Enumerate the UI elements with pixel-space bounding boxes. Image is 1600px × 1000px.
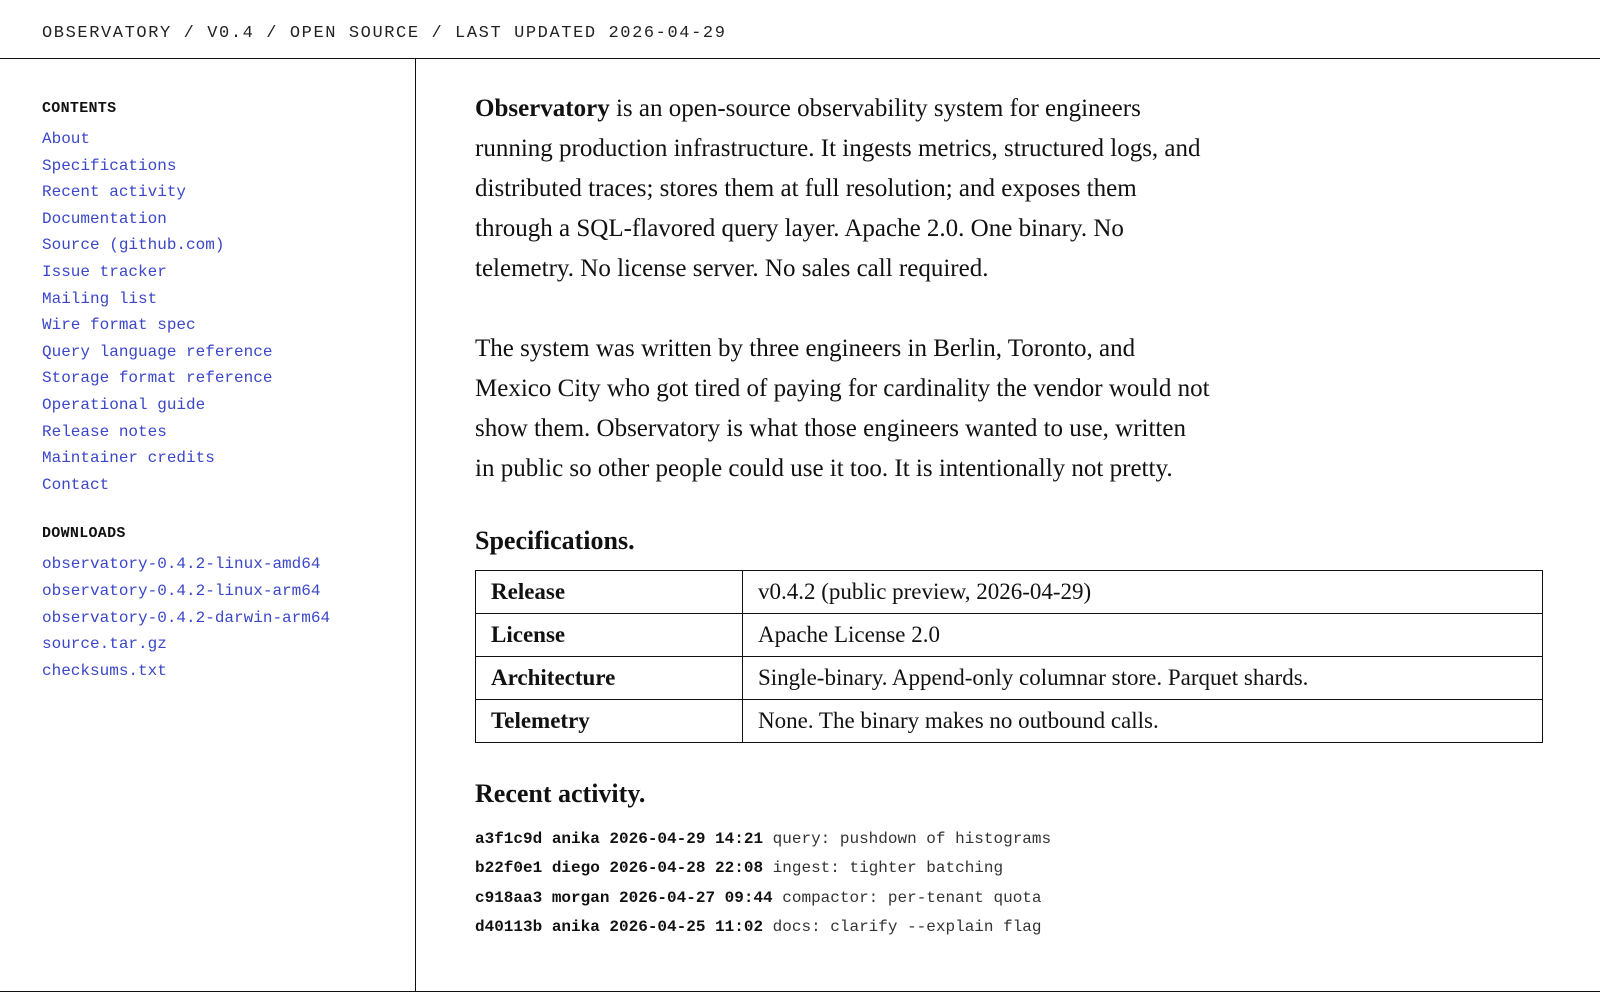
nav-link-storage-format-reference[interactable]: Storage format reference [42,369,273,388]
list-item [42,445,415,472]
recent-activity-title: Recent activity. [475,779,646,808]
commit-message: query: pushdown of histograms [772,830,1052,848]
list-item [42,419,415,446]
nav-link-documentation[interactable]: Documentation [42,209,167,228]
list-item [42,312,415,339]
list-item [42,392,415,419]
table-row [476,614,1543,657]
nav-link-release-notes[interactable]: Release notes [42,422,167,441]
activity-log [475,825,1545,942]
sidebar [0,59,416,992]
intro-text: is an open-source observability system for engineers running production infrastructure. It ingests metrics, structured logs, and distributed traces; stores them at full resolution; and exposes them through a SQL-flavored query layer. Apache 2.0. One binary. No telemetry. No license server. No sales call required. [475,95,1201,282]
commit-message: compactor: per-tenant quota [782,888,1042,907]
nav-link-maintainer-credits[interactable]: Maintainer credits [42,449,215,468]
download-link-darwin-arm64[interactable]: observatory-0.4.2-darwin-arm64 [42,608,331,627]
spec-key: Release [476,571,743,614]
commit-meta: c918aa3 morgan 2026-04-27 09:44 [475,888,773,907]
commit-message: docs: clarify --explain flag [772,917,1042,936]
spec-value: None. The binary makes no outbound calls. [743,700,1543,743]
main-content [475,59,1545,942]
table-row [476,657,1543,700]
contents-heading: CONTENTS [42,100,117,117]
nav-link-mailing-list[interactable]: Mailing list [42,289,158,308]
activity-row [475,825,1545,854]
list-item [42,179,415,206]
nav-link-query-language-reference[interactable]: Query language reference [42,342,273,361]
contents-list [42,126,415,498]
nav-link-operational-guide[interactable]: Operational guide [42,395,206,414]
list-item [42,339,415,366]
spec-value: v0.4.2 (public preview, 2026-04-29) [743,571,1543,614]
nav-link-contact[interactable]: Contact [42,475,110,494]
list-item [42,153,415,180]
nav-link-specifications[interactable]: Specifications [42,156,177,175]
activity-row [475,913,1545,942]
download-link-linux-amd64[interactable]: observatory-0.4.2-linux-amd64 [42,555,321,574]
download-link-linux-arm64[interactable]: observatory-0.4.2-linux-arm64 [42,581,321,600]
spec-key: Telemetry [476,700,743,743]
list-item [42,126,415,153]
list-item [42,365,415,392]
list-item [42,206,415,233]
nav-link-source[interactable]: Source (github.com) [42,236,225,255]
nav-link-about[interactable]: About [42,130,91,148]
specifications-table [475,570,1543,743]
nav-link-issue-tracker[interactable]: Issue tracker [42,262,167,281]
commit-meta: b22f0e1 diego 2026-04-28 22:08 [475,859,764,878]
list-item [42,551,415,578]
commit-meta: d40113b anika 2026-04-25 11:02 [475,917,764,936]
intro-paragraph [475,89,1210,289]
list-item [42,232,415,259]
origin-paragraph: The system was written by three engineers in Berlin, Toronto, and Mexico City who got tired of paying for cardinality the vendor would not show them. Observatory is what those engineers wanted to use, written in public so other people could use it too. It is intentionally not pretty. [475,335,1210,482]
activity-row [475,884,1545,913]
download-link-source-tarball[interactable]: source.tar.gz [42,635,167,654]
breadcrumb: OBSERVATORY / V0.4 / OPEN SOURCE / LAST UPDATED 2026-04-29 [42,24,727,43]
list-item [42,631,415,658]
downloads-list [42,551,415,684]
list-item [42,578,415,605]
spec-key: Architecture [476,657,743,700]
nav-link-wire-format-spec[interactable]: Wire format spec [42,316,196,335]
bottom-divider [0,991,1600,992]
list-item [42,286,415,313]
commit-message: ingest: tighter batching [772,859,1004,878]
list-item [42,259,415,286]
nav-link-recent-activity[interactable]: Recent activity [42,183,187,202]
list-item [42,605,415,632]
activity-row [475,854,1545,883]
table-row [476,571,1543,614]
downloads-heading: DOWNLOADS [42,525,126,543]
list-item [42,472,415,499]
commit-meta: a3f1c9d anika 2026-04-29 14:21 [475,830,764,848]
spec-key: License [476,614,743,657]
spec-value: Apache License 2.0 [743,614,1543,657]
product-name: Observatory [475,95,610,122]
specifications-title: Specifications. [475,526,635,555]
list-item [42,658,415,685]
download-link-checksums[interactable]: checksums.txt [42,661,167,680]
spec-value: Single-binary. Append-only columnar store. Parquet shards. [743,657,1543,700]
top-breadcrumb-bar [0,0,1600,59]
table-row [476,700,1543,743]
